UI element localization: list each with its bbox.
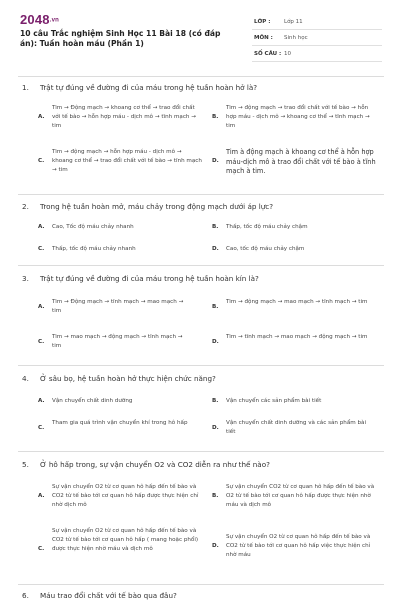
question-number: 2. xyxy=(22,202,29,211)
option-letter: A. xyxy=(38,398,45,404)
info-value: 10 xyxy=(284,51,291,57)
option-letter: A. xyxy=(38,304,45,310)
option-text: Tim → động mạch → hỗn hợp máu - dịch mô → khoang cơ thể → trao đổi chất với tế bào → tĩnh mạch → tim xyxy=(52,149,202,174)
option-letter: D. xyxy=(212,543,219,549)
option-letter: C. xyxy=(38,546,45,552)
option-text: Sự vận chuyển O2 từ cơ quan hô hấp đến tế bào và CO2 từ tế bào tới cơ quan hô hấp ( mang hoặc phổi) được thực hiện nhờ máu và dịch mô xyxy=(52,528,199,553)
question-text: Ở sâu bọ, hệ tuần hoàn hở thực hiện chức năng? xyxy=(40,374,216,383)
option-text: Tim → động mạch → trao đổi chất với tế bào → hỗn hợp máu - dịch mô → khoang cơ thể → tĩnh mạch → tim xyxy=(226,105,370,130)
question-number: 6. xyxy=(22,591,29,600)
info-value: Lớp 11 xyxy=(284,19,303,25)
option-letter: B. xyxy=(212,114,219,120)
info-row-class xyxy=(252,14,382,30)
divider xyxy=(18,194,384,195)
divider xyxy=(18,365,384,366)
option-letter: D. xyxy=(212,158,219,164)
option-letter: C. xyxy=(38,246,45,252)
site-logo[interactable] xyxy=(20,12,59,27)
option-text: Cao, Tốc độ máu chảy nhanh xyxy=(52,224,134,230)
option-text: Thấp, tốc độ máu chảy nhanh xyxy=(52,246,136,252)
logo-text: 2048 xyxy=(20,12,50,27)
option-text: Tim → mao mạch → động mạch → tĩnh mạch → tim xyxy=(52,334,183,350)
option-letter: D. xyxy=(212,339,219,345)
info-label: LỚP : xyxy=(254,19,271,25)
question-text: Trật tự đúng về đường đi của máu trong hệ tuần hoàn hở là? xyxy=(40,83,258,92)
option-letter: A. xyxy=(38,114,45,120)
option-text: Vận chuyển các sản phẩm bài tiết xyxy=(226,398,322,404)
option-text: Sự vận chuyển O2 từ cơ quan hô hấp đến tế bào và CO2 từ tế bào tới cơ quan hô hấp được thực hiện chỉ nhờ dịch mô xyxy=(52,484,199,509)
info-table xyxy=(252,14,382,62)
option-letter: B. xyxy=(212,398,219,404)
question-text: Trong hệ tuần hoàn mở, máu chảy trong động mạch dưới áp lực? xyxy=(40,202,274,211)
divider xyxy=(18,451,384,452)
info-label: MÔN : xyxy=(254,35,273,41)
option-letter: C. xyxy=(38,339,45,345)
option-letter: B. xyxy=(212,224,219,230)
question-text: Trật tự đúng về đường đi của máu trong hệ tuần hoàn kín là? xyxy=(40,274,259,283)
info-row-count xyxy=(252,46,382,62)
logo-suffix: .vn xyxy=(49,17,60,24)
option-text: Sự vận chuyển CO2 từ cơ quan hô hấp đến tế bào và O2 từ tế bào tới cơ quan hô hấp được thực hiện nhờ máu và dịch mô xyxy=(226,484,375,509)
option-letter: C. xyxy=(38,425,45,431)
option-text: Vận chuyển chất dinh dưỡng và các sản phẩm bài tiết xyxy=(226,420,367,436)
divider xyxy=(18,76,384,77)
question-number: 3. xyxy=(22,274,29,283)
option-text: Sự vận chuyển O2 từ cơ quan hô hấp đến tế bào và CO2 từ tế bào tới cơ quan hô hấp việc thực hiện chỉ nhờ máu xyxy=(226,534,371,559)
option-text: Tim → Động mạch → tĩnh mạch → mao mạch → tim xyxy=(52,299,184,315)
question-text: Máu trao đổi chất với tế bào qua đâu? xyxy=(40,591,177,600)
info-row-subject xyxy=(252,30,382,46)
option-text: Tim → động mạch → mao mạch → tĩnh mạch → tim xyxy=(226,299,368,305)
option-text: Vận chuyển chất dinh dưỡng xyxy=(52,398,133,404)
option-text: Cao, tốc độ máu chảy chậm xyxy=(226,246,305,252)
option-letter: C. xyxy=(38,158,45,164)
option-text: Tim à động mạch à khoang cơ thể à hỗn hợp máu-dịch mô à trao đổi chất với tế bào à tĩnh mạch à tim. xyxy=(226,148,376,176)
question-number: 5. xyxy=(22,460,29,469)
option-letter: D. xyxy=(212,246,219,252)
option-letter: A. xyxy=(38,224,45,230)
option-letter: A. xyxy=(38,493,45,499)
divider xyxy=(18,584,384,585)
option-letter: B. xyxy=(212,304,219,310)
info-label: SỐ CÂU : xyxy=(254,51,282,57)
option-text: Tim → Động mạch → khoang cơ thể → trao đổi chất với tế bào → hỗn hợp máu - dịch mô → tĩnh mạch → tim xyxy=(52,105,196,130)
page-header xyxy=(0,0,400,72)
option-text: Tim → tĩnh mạch → mao mạch → động mạch → tim xyxy=(226,334,368,340)
option-text: Thấp, tốc độ máu chảy chậm xyxy=(226,224,308,230)
document-title: 10 câu Trắc nghiệm Sinh Học 11 Bài 18 (có đáp án): Tuần hoàn máu (Phần 1) xyxy=(20,29,221,49)
question-number: 1. xyxy=(22,83,29,92)
question-text: Ở hô hấp trong, sự vận chuyển O2 và CO2 diễn ra như thế nào? xyxy=(40,460,270,469)
question-number: 4. xyxy=(22,374,29,383)
option-letter: D. xyxy=(212,425,219,431)
option-text: Tham gia quá trình vận chuyển khí trong hô hấp xyxy=(52,420,188,426)
option-letter: B. xyxy=(212,493,219,499)
divider xyxy=(18,265,384,266)
info-value: Sinh học xyxy=(284,35,308,41)
